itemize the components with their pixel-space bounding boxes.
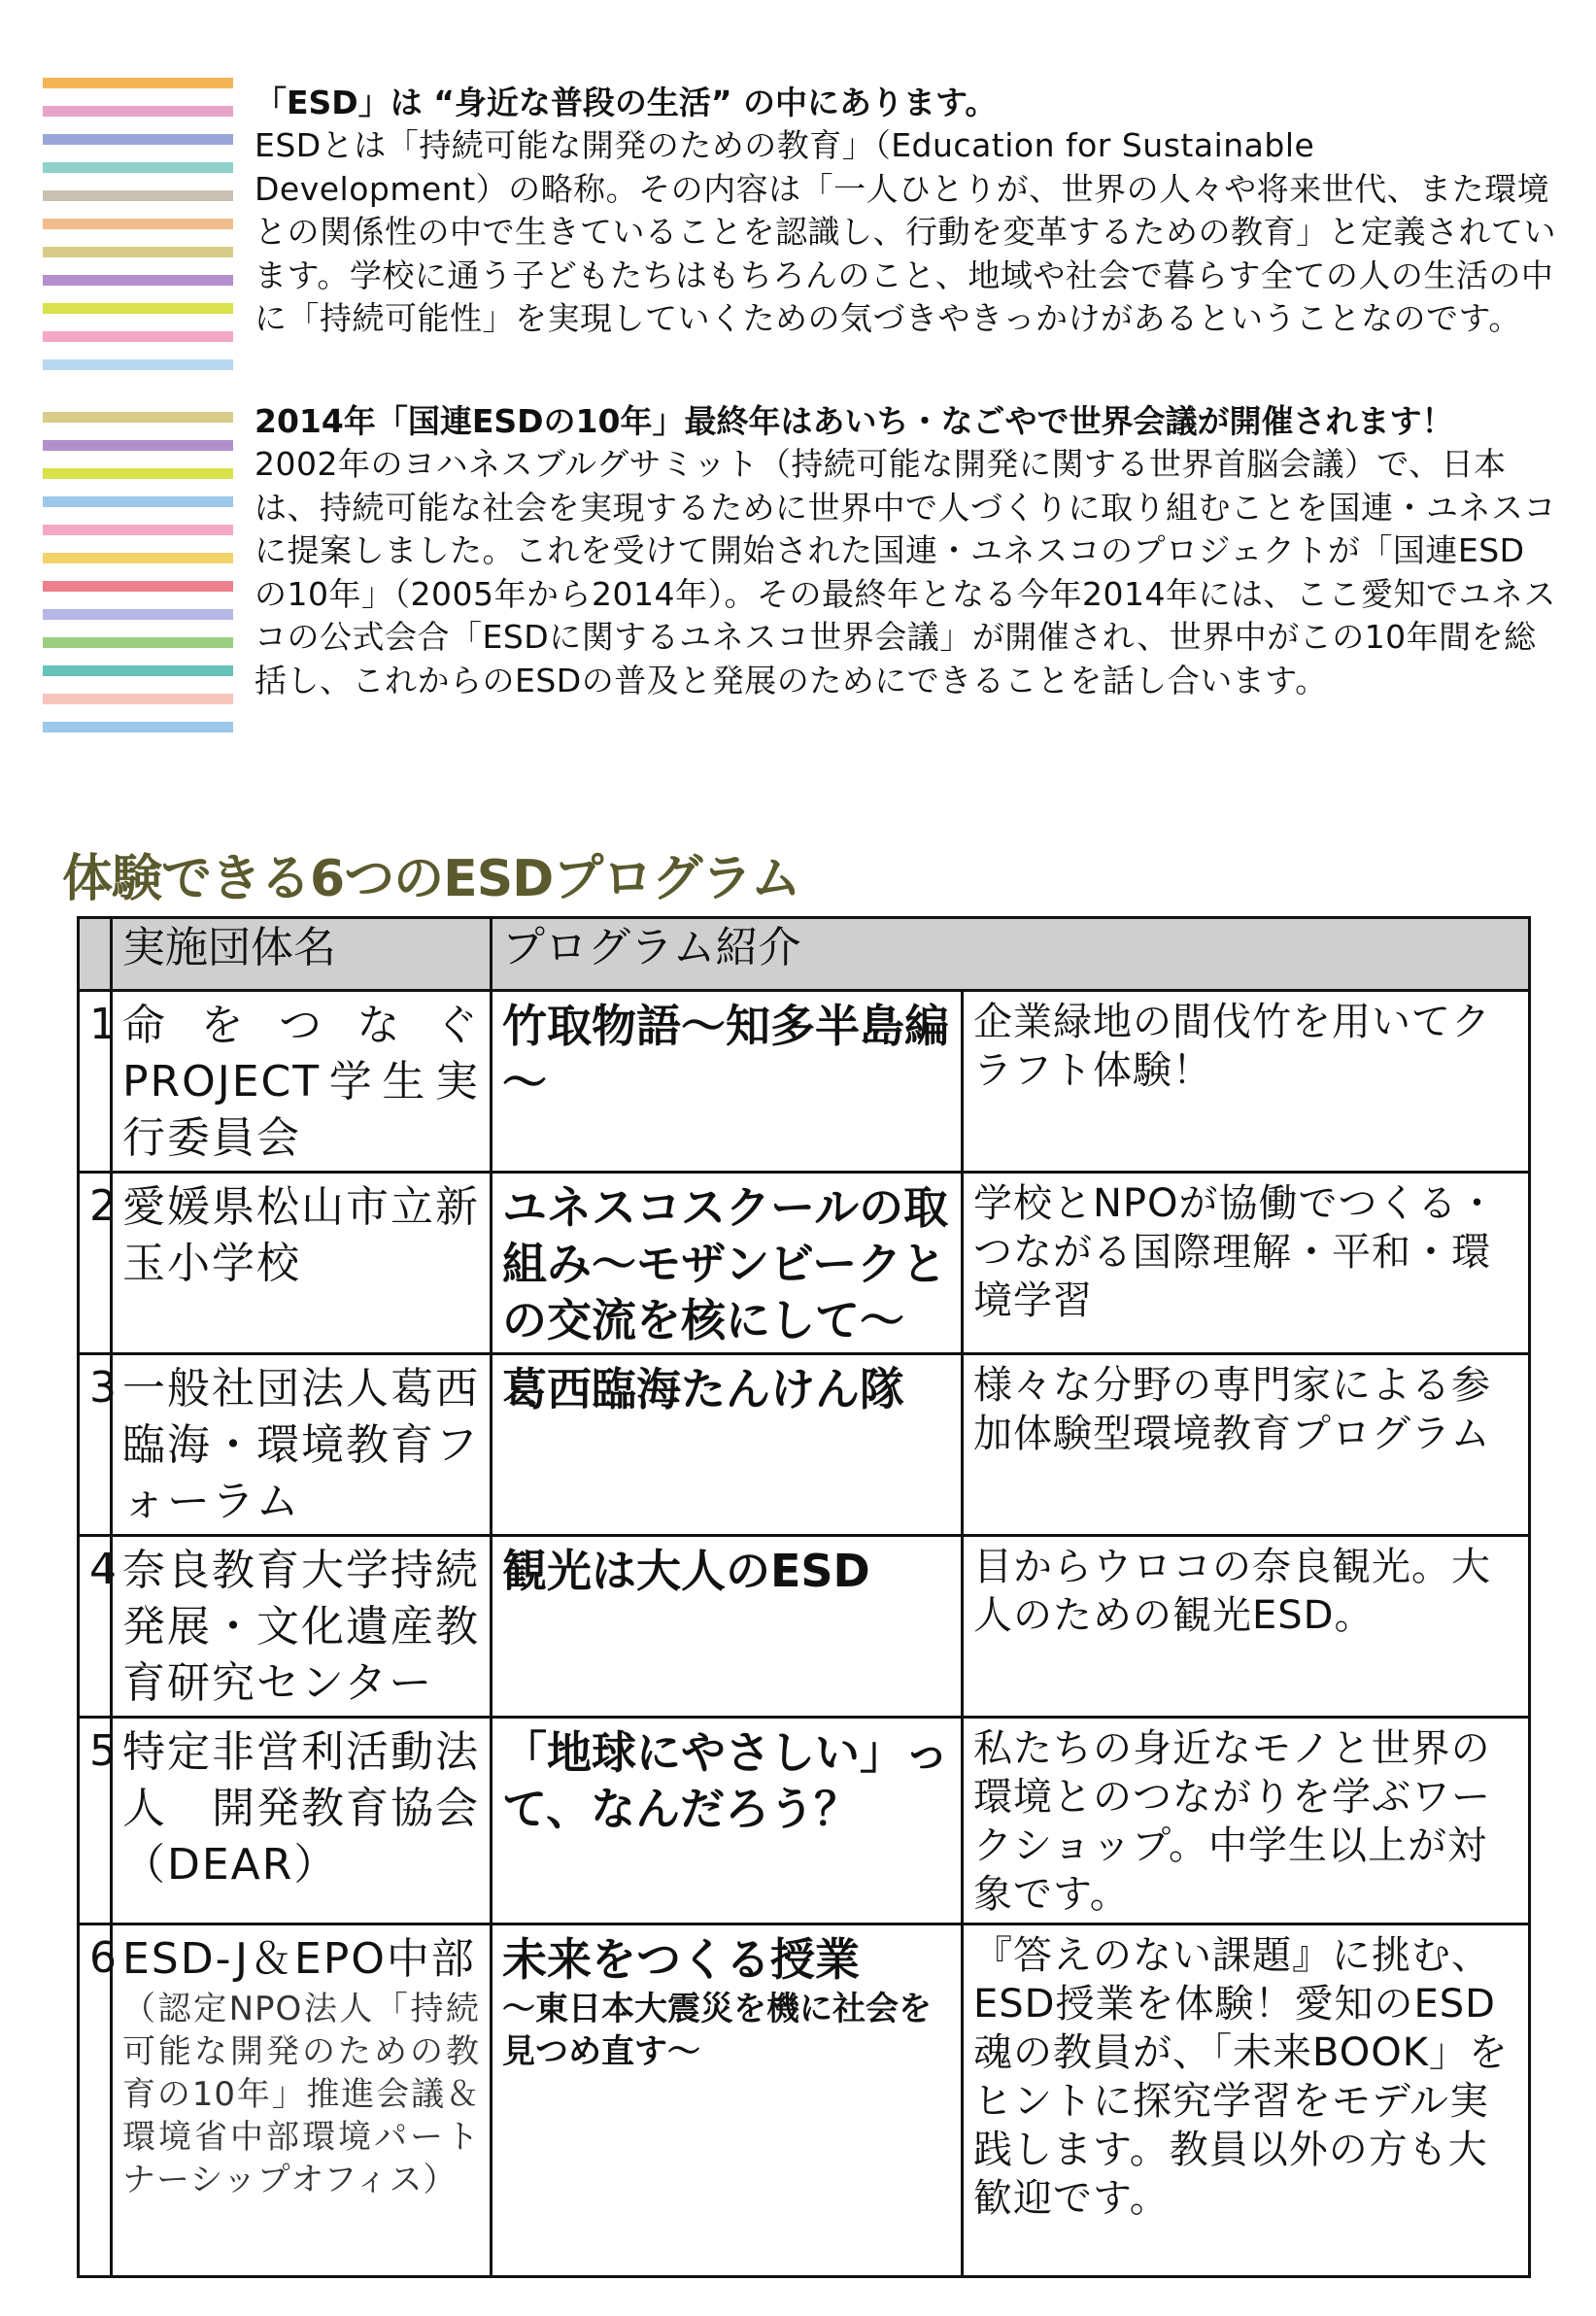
table-row <box>79 1718 1530 1924</box>
program-description: 私たちの身近なモノと世界の環境とのつながりを学ぶワークショップ。中学生以上が対象です。 <box>963 1718 1530 1924</box>
org-name-subtext: （認定NPO法人「持続可能な開発のための教育の10年」推進会議＆環境省中部環境パートナーシップオフィス） <box>122 1990 480 2199</box>
program-title-text: ユネスコスクールの取組み～モザンビークとの交流を核にして～ <box>502 1181 949 1346</box>
program-title-text: 観光は大人のESD <box>502 1545 870 1597</box>
program-description: 目からウロコの奈良観光。大人のための観光ESD。 <box>963 1536 1530 1718</box>
color-stripe <box>43 665 233 676</box>
color-stripe <box>43 581 233 592</box>
row-number: 2 <box>79 1173 112 1354</box>
program-title <box>492 1924 963 2277</box>
color-stripes-bottom <box>43 412 233 750</box>
row-number: 5 <box>79 1718 112 1924</box>
color-stripe <box>43 637 233 648</box>
color-stripe <box>43 412 233 423</box>
org-name-text: ESD-J＆EPO中部 <box>122 1934 476 1984</box>
program-subtitle: ～東日本大震災を機に社会を見つめ直す～ <box>502 1990 932 2071</box>
org-name-text: 命をつなぐPROJECT学生実行委員会 <box>122 1001 480 1163</box>
color-stripe <box>43 553 233 563</box>
section-title: 2014年「国連ESDの10年」最終年はあいち・なごやで世界会議が開催されます！ <box>255 402 1454 440</box>
program-title-text: 未来をつくる授業 <box>502 1933 860 1986</box>
color-stripe <box>43 359 233 370</box>
color-stripe <box>43 190 233 201</box>
program-title-text: 「地球にやさしい」って、なんだろう？ <box>502 1726 949 1835</box>
program-title <box>492 1718 963 1924</box>
table-row <box>79 1354 1530 1536</box>
esd-intro-section <box>255 82 1556 341</box>
org-name-text: 一般社団法人葛西臨海・環境教育フォーラム <box>122 1364 480 1526</box>
org-name <box>112 1924 492 2277</box>
program-title <box>492 991 963 1173</box>
program-title-text: 葛西臨海たんけん隊 <box>502 1363 904 1415</box>
header-number <box>79 918 112 991</box>
header-program: プログラム紹介 <box>492 918 1530 991</box>
color-stripe <box>43 247 233 257</box>
row-number: 4 <box>79 1536 112 1718</box>
color-stripe <box>43 106 233 117</box>
color-stripe <box>43 609 233 620</box>
row-number: 1 <box>79 991 112 1173</box>
org-name <box>112 1536 492 1718</box>
color-stripe <box>43 722 233 732</box>
program-heading: 体験できる6つのESDプログラム <box>62 850 800 908</box>
table-row <box>79 1173 1530 1354</box>
table-row <box>79 1536 1530 1718</box>
program-description: 『答えのない課題』に挑む、ESD授業を体験！愛知のESD魂の教員が、「未来BOOK」をヒントに探究学習をモデル実践します。教員以外の方も大歓迎です。 <box>963 1924 1530 2277</box>
color-stripe <box>43 219 233 229</box>
section-title: 「ESD」は “身近な普段の生活” の中にあります。 <box>255 84 998 121</box>
world-conference-section <box>255 400 1556 703</box>
color-stripe <box>43 525 233 535</box>
program-title <box>492 1536 963 1718</box>
program-title-text: 竹取物語～知多半島編～ <box>502 1000 949 1108</box>
table-row <box>79 1924 1530 2277</box>
org-name <box>112 1173 492 1354</box>
row-number: 6 <box>79 1924 112 2277</box>
color-stripe <box>43 694 233 704</box>
color-stripe <box>43 303 233 314</box>
color-stripes-top <box>43 78 233 388</box>
table-header-row <box>79 918 1530 991</box>
color-stripe <box>43 162 233 173</box>
color-stripe <box>43 78 233 88</box>
color-stripe <box>43 440 233 451</box>
program-description: 企業緑地の間伐竹を用いてクラフト体験！ <box>963 991 1530 1173</box>
color-stripe <box>43 134 233 145</box>
org-name <box>112 991 492 1173</box>
program-title <box>492 1173 963 1354</box>
org-name-text: 愛媛県松山市立新玉小学校 <box>122 1182 480 1288</box>
org-name <box>112 1718 492 1924</box>
color-stripe <box>43 468 233 479</box>
color-stripe <box>43 331 233 342</box>
section-body: ESDとは「持続可能な開発のための教育」（Education for Sustainable Development）の略称。その内容は「一人ひとりが、世界の人々や将来世代、また環境との関係性の中で生きていることを認識し、行動を変革するための教育」と定義されています。学校に通う子どもたちはもちろんのこと、地域や社会で暮らす全ての人の生活の中に「持続可能性」を実現していくための気づきやきっかけがあるということなのです。 <box>255 126 1556 338</box>
org-name <box>112 1354 492 1536</box>
color-stripe <box>43 496 233 507</box>
color-stripe <box>43 275 233 286</box>
program-title <box>492 1354 963 1536</box>
program-table <box>77 916 1531 2278</box>
section-body: 2002年のヨハネスブルグサミット（持続可能な開発に関する世界首脳会議）で、日本は、持続可能な社会を実現するために世界中で人づくりに取り組むことを国連・ユネスコに提案しました。これを受けて開始された国連・ユネスコのプロジェクトが「国連ESDの10年」（2005年から2014年）。その最終年となる今年2014年には、ここ愛知でユネスコの公式会合「ESDに関するユネスコ世界会議」が開催され、世界中がこの10年間を総括し、これからのESDの普及と発展のためにできることを話し合います。 <box>255 445 1556 699</box>
program-description: 様々な分野の専門家による参加体験型環境教育プログラム <box>963 1354 1530 1536</box>
row-number: 3 <box>79 1354 112 1536</box>
program-description: 学校とNPOが協働でつくる・つながる国際理解・平和・環境学習 <box>963 1173 1530 1354</box>
org-name-text: 奈良教育大学持続発展・文化遺産教育研究センター <box>122 1546 480 1708</box>
header-org: 実施団体名 <box>112 918 492 991</box>
table-row <box>79 991 1530 1173</box>
org-name-text: 特定非営利活動法人 開発教育協会（DEAR） <box>122 1727 480 1890</box>
